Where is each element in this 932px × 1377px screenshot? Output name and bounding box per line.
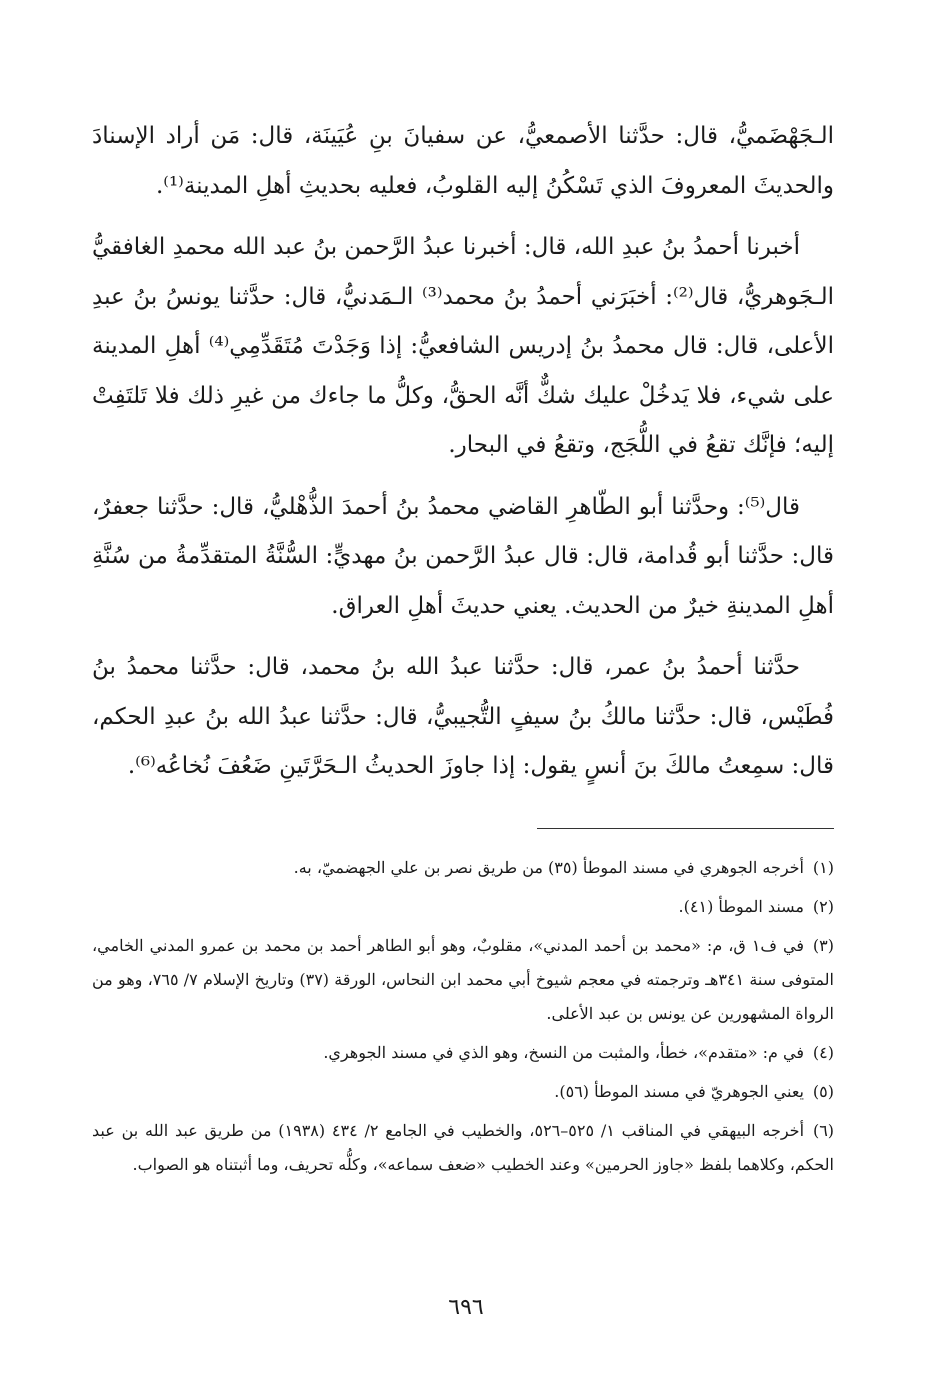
footnote-2 bbox=[92, 890, 834, 924]
footnote-3 bbox=[92, 929, 834, 1031]
footnote-number: (٢) bbox=[812, 896, 834, 916]
paragraph-1: الـجَهْضَميُّ، قال: حدَّثنا الأصمعيُّ، عن سفيانَ بنِ عُيَينَة، قال: مَن أراد الإسنادَ والحديثَ المعروفَ الذي تَسْكُنُ إليه القلوبُ، فعليه بحديثِ أهلِ المدينة⁽¹⁾. bbox=[92, 123, 834, 199]
footnote-text: في م: «متقدم»، خطأ، والمثبت من النسخ، وهو الذي في مسند الجوهري. bbox=[323, 1042, 804, 1062]
footnote-4 bbox=[92, 1036, 834, 1070]
book-page bbox=[92, 112, 834, 1187]
footnote-text: أخرجه الجوهري في مسند الموطأ (٣٥) من طريق نصر بن علي الجهضميّ، به. bbox=[293, 857, 804, 877]
footnote-5 bbox=[92, 1075, 834, 1109]
footnote-number: (٣) bbox=[812, 935, 835, 955]
footnote-number: (٥) bbox=[812, 1081, 834, 1101]
page-number: ٦٩٦ bbox=[448, 1295, 484, 1320]
main-text bbox=[92, 112, 834, 792]
footnote-text: يعني الجوهريّ في مسند الموطأ (٥٦). bbox=[554, 1081, 804, 1101]
footnotes bbox=[92, 851, 834, 1182]
footnote-number: (٤) bbox=[812, 1042, 834, 1062]
paragraph-4: حدَّثنا أحمدُ بنُ عمر، قال: حدَّثنا عبدُ الله بنُ محمد، قال: حدَّثنا محمدُ بنُ فُطَيْس، قال: حدَّثنا مالكُ بنُ سيفٍ التُّجيبيُّ، قال: حدَّثنا عبدُ الله بنُ عبدِ الحكم، قال: سمِعتُ مالكَ بنَ أنسٍ يقول: إذا جاوزَ الحديثُ الـحَرَّتَينِ ضَعُفَ نُخاعُه⁽⁶⁾. bbox=[92, 654, 834, 779]
paragraph-3: قال⁽⁵⁾: وحدَّثنا أبو الطّاهرِ القاضي محمدُ بنُ أحمدَ الذُّهْليُّ، قال: حدَّثنا جعفرٌ، قال: حدَّثنا أبو قُدامة، قال: قال عبدُ الرَّحمن بنُ مهديٍّ: السُّنَّةُ المتقدِّمةُ من سُنَّةِ أهلِ المدينةِ خيرٌ من الحديث. يعني حديثَ أهلِ العراق. bbox=[92, 493, 834, 619]
footnote-1 bbox=[92, 851, 834, 885]
footnote-number: (١) bbox=[812, 857, 834, 877]
footnote-6 bbox=[92, 1114, 834, 1182]
footnote-text: مسند الموطأ (٤١). bbox=[678, 896, 804, 916]
footnote-text: في ف١ ق، م: «محمد بن أحمد المدني»، مقلوبٌ، وهو أبو الطاهر أحمد بن محمد بن عمرو المدني الخامي، المتوفى سنة ٣٤١هـ وترجمته في معجم شيوخ أبي محمد ابن النحاس، الورقة (٣٧) وتاريخ الإسلام ٧/ ٧٦٥، وهو من الرواة المشهورين عن يونس بن عبد الأعلى. bbox=[92, 935, 834, 1023]
footnote-separator bbox=[537, 828, 834, 829]
paragraph-2: أخبرنا أحمدُ بنُ عبدِ الله، قال: أخبرنا عبدُ الرَّحمن بنُ عبد الله محمدِ الغافقيُّ الـجَوهريُّ، قال⁽²⁾: أخبَرَني أحمدُ بنُ محمد⁽³⁾ الـمَدنيُّ، قال: حدَّثنا يونسُ بنُ عبدِ الأعلى، قال: قال محمدُ بنُ إدريس الشافعيُّ: إذا وَجَدْتَ مُتَقَدِّمِي⁽⁴⁾ أهلِ المدينة على شيء، فلا يَدخُلْ عليك شكٌّ أنَّه الحقُّ، وكلُّ ما جاءك من غيرِ ذلك فلا تَلتَفِتْ إليه؛ فإنَّك تقعُ في اللُّجَج، وتقعُ في البحار. bbox=[92, 234, 835, 458]
footnote-number: (٦) bbox=[812, 1120, 835, 1140]
footnote-text: أخرجه البيهقي في المناقب ١/ ٥٢٥–٥٢٦، والخطيب في الجامع ٢/ ٤٣٤ (١٩٣٨) من طريق عبد الله بن عبد الحكم، وكلاهما بلفظ «جاوز الحرمين» وعند الخطيب «ضعف سماعه»، وكلُّه تحريف، وما أثبتناه هو الصواب. bbox=[92, 1120, 834, 1174]
